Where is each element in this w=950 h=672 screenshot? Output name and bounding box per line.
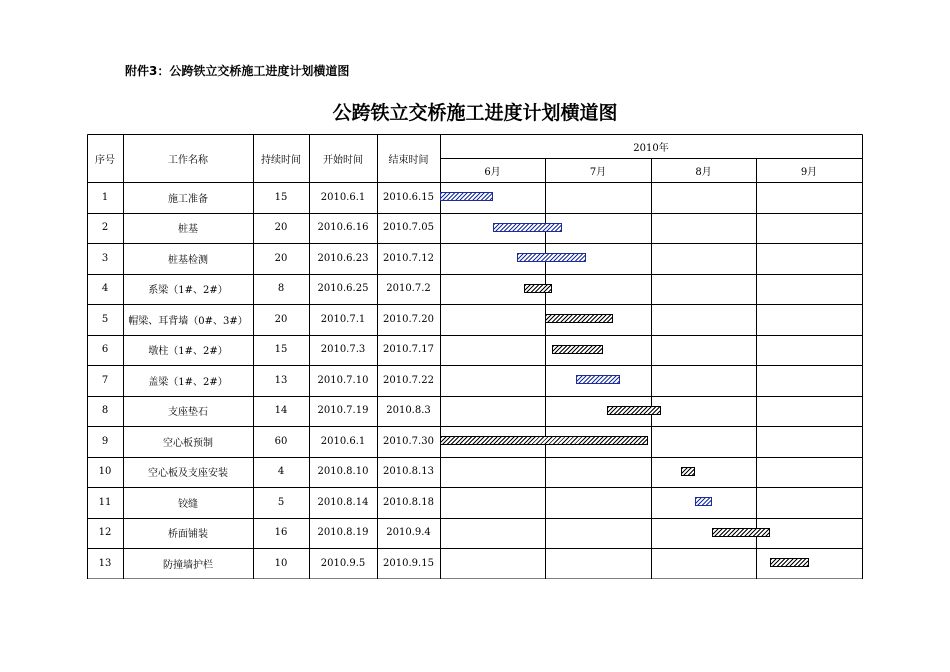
task-name: 铰缝 xyxy=(178,498,198,510)
row-number: 2 xyxy=(101,222,109,234)
task-start: 2010.6.25 xyxy=(317,283,369,295)
task-name: 空心板预制 xyxy=(163,437,213,449)
row-number: 4 xyxy=(101,283,109,295)
header-start: 开始时间 xyxy=(323,154,363,166)
gantt-bar xyxy=(524,284,552,293)
row-number: 7 xyxy=(101,374,109,386)
task-end: 2010.7.12 xyxy=(383,252,434,264)
task-duration: 20 xyxy=(274,313,288,325)
task-end: 2010.7.20 xyxy=(383,313,434,325)
row-number: 5 xyxy=(101,313,109,325)
header-month: 7月 xyxy=(589,166,607,178)
task-name: 施工准备 xyxy=(168,193,208,205)
gantt-bar xyxy=(712,528,770,537)
row-number: 8 xyxy=(101,405,109,417)
task-start: 2010.7.19 xyxy=(317,405,369,417)
task-duration: 10 xyxy=(274,557,288,569)
task-end: 2010.7.05 xyxy=(383,222,434,234)
task-name: 盖梁（1#、2#） xyxy=(148,376,228,388)
row-number: 10 xyxy=(98,466,112,478)
gantt-bar xyxy=(695,497,712,506)
gantt-bar xyxy=(440,192,493,201)
schedule-table xyxy=(87,134,862,578)
gantt-bar xyxy=(770,558,809,567)
gantt-bar xyxy=(440,436,648,445)
row-number: 9 xyxy=(101,435,109,447)
task-name: 系梁（1#、2#） xyxy=(148,285,228,297)
header-name: 工作名称 xyxy=(168,154,208,166)
task-duration: 14 xyxy=(274,405,288,417)
header-month: 8月 xyxy=(695,166,712,178)
header-month: 6月 xyxy=(484,166,501,178)
task-end: 2010.7.17 xyxy=(383,344,434,356)
task-name: 空心板及支座安装 xyxy=(148,468,228,480)
task-start: 2010.6.16 xyxy=(317,222,369,234)
task-start: 2010.8.19 xyxy=(317,527,369,539)
task-name: 墩柱（1#、2#） xyxy=(148,346,228,358)
header-no: 序号 xyxy=(95,154,115,166)
task-duration: 15 xyxy=(274,191,288,203)
task-end: 2010.9.4 xyxy=(386,527,431,539)
task-duration: 16 xyxy=(274,527,288,539)
task-start: 2010.6.23 xyxy=(317,252,369,264)
task-start: 2010.8.14 xyxy=(317,496,369,508)
task-name: 桥面铺装 xyxy=(168,529,208,541)
task-end: 2010.6.15 xyxy=(383,191,434,203)
task-duration: 15 xyxy=(274,344,288,356)
attachment-label: 附件3：公跨铁立交桥施工进度计划横道图 xyxy=(125,64,350,78)
header-year: 2010年 xyxy=(633,142,669,154)
task-name: 支座垫石 xyxy=(168,407,208,419)
task-duration: 13 xyxy=(274,374,288,386)
task-name: 桩基检测 xyxy=(168,254,208,266)
row-number: 6 xyxy=(101,344,109,356)
gantt-bar xyxy=(493,223,563,232)
task-start: 2010.7.3 xyxy=(320,344,366,356)
header-duration: 持续时间 xyxy=(261,154,301,166)
task-start: 2010.8.10 xyxy=(317,466,369,478)
row-number: 3 xyxy=(101,252,109,264)
task-end: 2010.7.22 xyxy=(383,374,434,386)
task-end: 2010.7.2 xyxy=(386,283,431,295)
row-number: 1 xyxy=(101,191,109,203)
task-end: 2010.8.13 xyxy=(383,466,434,478)
task-duration: 5 xyxy=(277,496,285,508)
task-name: 桩基 xyxy=(178,224,198,236)
row-number: 12 xyxy=(98,527,112,539)
task-duration: 60 xyxy=(274,435,288,447)
task-end: 2010.7.30 xyxy=(383,435,434,447)
task-end: 2010.9.15 xyxy=(383,557,434,569)
task-end: 2010.8.3 xyxy=(386,405,431,417)
task-start: 2010.7.10 xyxy=(317,374,369,386)
gantt-bar xyxy=(552,345,603,354)
task-start: 2010.6.1 xyxy=(320,191,366,203)
task-name: 防撞墙护栏 xyxy=(163,559,213,571)
task-start: 2010.7.1 xyxy=(320,313,366,325)
gantt-bar xyxy=(576,375,620,384)
task-start: 2010.6.1 xyxy=(320,435,366,447)
gantt-bar xyxy=(607,406,662,415)
row-number: 13 xyxy=(98,557,112,569)
task-start: 2010.9.5 xyxy=(320,557,366,569)
task-name: 帽梁、耳背墙（0#、3#） xyxy=(128,315,248,327)
task-duration: 20 xyxy=(274,222,288,234)
task-duration: 4 xyxy=(277,466,285,478)
task-duration: 8 xyxy=(277,283,285,295)
header-month: 9月 xyxy=(800,166,818,178)
row-number: 11 xyxy=(98,496,112,508)
task-end: 2010.8.18 xyxy=(383,496,434,508)
gantt-bar xyxy=(517,253,586,262)
gantt-bar xyxy=(545,314,613,323)
task-duration: 20 xyxy=(274,252,288,264)
gantt-bar xyxy=(681,467,695,476)
page-title: 公跨铁立交桥施工进度计划横道图 xyxy=(332,102,618,124)
header-end: 结束时间 xyxy=(388,154,429,166)
